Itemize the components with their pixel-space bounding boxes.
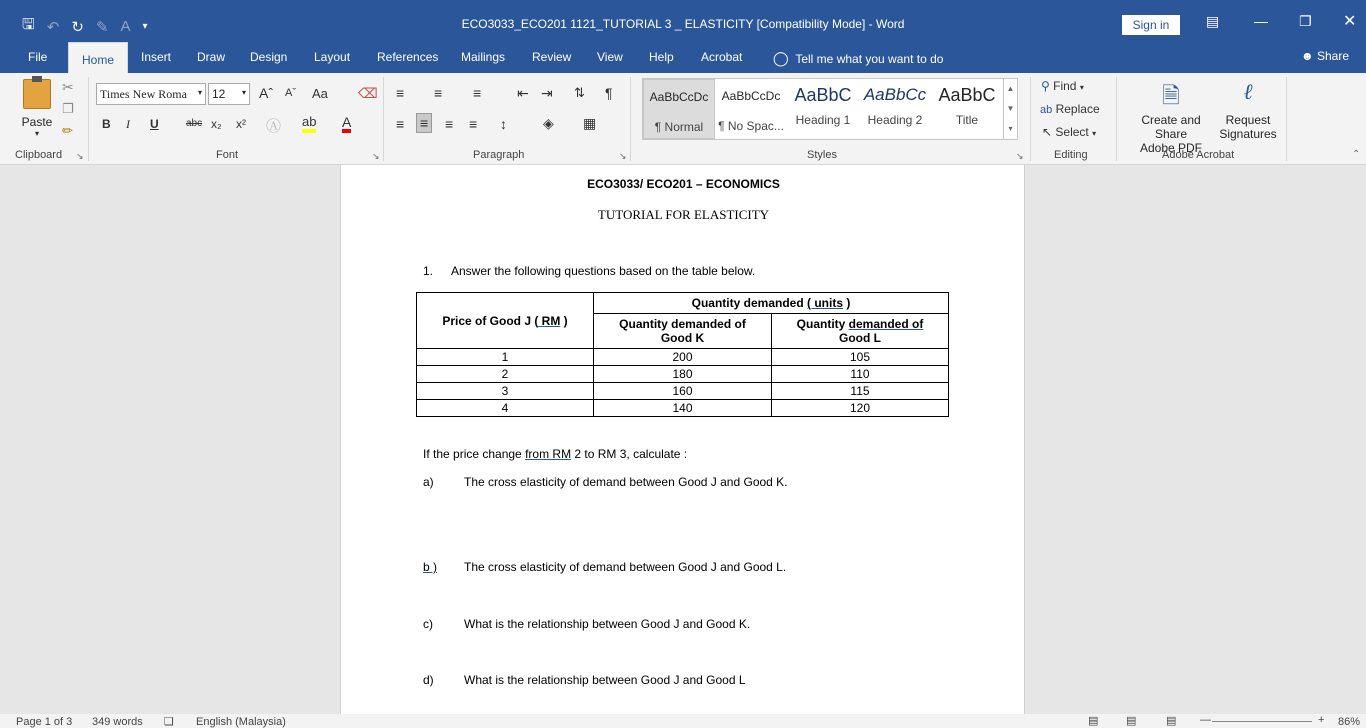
table-row: 4 140 120 — [417, 400, 949, 417]
group-divider — [1286, 77, 1287, 161]
customize-qat-icon[interactable]: ▾ — [142, 21, 148, 32]
item-label: d) — [423, 673, 434, 687]
font-launcher-icon[interactable]: ↘ — [372, 151, 380, 161]
demand-table — [416, 292, 949, 417]
style-preview: AaBbCcDc — [649, 90, 709, 104]
tab-design[interactable]: Design — [250, 50, 288, 64]
shrink-font-button[interactable]: Aˇ — [285, 87, 296, 99]
editing-group-label: Editing — [1054, 149, 1088, 161]
item-label: b ) — [423, 560, 438, 574]
style-name: Title — [955, 113, 979, 127]
bold-button[interactable]: B — [102, 117, 111, 131]
table-row: 2 180 110 — [417, 366, 949, 383]
text-effects-icon[interactable]: Ⓐ — [266, 118, 282, 135]
italic-button[interactable]: I — [126, 117, 130, 131]
chevron-down-icon: ▾ — [197, 88, 202, 97]
increase-indent-icon[interactable]: ⇥ — [541, 85, 553, 101]
styles-launcher-icon[interactable]: ↘ — [1016, 151, 1024, 161]
borders-icon[interactable]: ▦ — [583, 115, 597, 131]
word-count[interactable]: 349 words — [92, 716, 143, 728]
find-label: Find — [1053, 79, 1077, 93]
tab-review[interactable]: Review — [532, 50, 572, 64]
item-text: The cross elasticity of demand between Good J and Good L. — [464, 560, 787, 574]
copy-icon[interactable]: ❐ — [62, 101, 74, 116]
styles-group-label: Styles — [807, 149, 837, 161]
adobe-pdf-label: Adobe PDF — [1139, 141, 1203, 155]
paste-label: Paste — [21, 115, 53, 129]
zoom-slider[interactable] — [1212, 721, 1312, 722]
item-text: What is the relationship between Good J and Good K. — [464, 617, 751, 631]
create-share-pdf-button[interactable] — [1124, 79, 1218, 155]
person-icon: ☻ — [1301, 49, 1314, 63]
clipboard-launcher-icon[interactable]: ↘ — [76, 151, 84, 161]
item-label: c) — [423, 617, 433, 631]
quantity-group-header: Quantity demanded ( units ) — [594, 293, 949, 314]
undo-icon[interactable]: ↶ — [46, 18, 60, 36]
change-case-button[interactable]: Aa — [312, 86, 328, 101]
grow-font-button[interactable]: Aˆ — [259, 85, 273, 101]
cursor-icon: ↖ — [1042, 125, 1053, 139]
group-divider — [630, 77, 631, 161]
good-k-header: Quantity demanded of Good K — [594, 314, 772, 349]
share-button[interactable] — [1301, 49, 1349, 63]
group-divider — [1116, 77, 1117, 161]
paste-button[interactable] — [20, 79, 54, 138]
align-center-icon[interactable]: ≡ — [416, 113, 432, 133]
save-icon[interactable]: 🖫 — [22, 16, 35, 33]
cut-icon[interactable]: ✂ — [62, 79, 74, 95]
tab-file[interactable]: File — [28, 50, 48, 64]
request-signatures-button[interactable] — [1216, 79, 1280, 141]
chevron-down-icon: ▾ — [34, 129, 39, 138]
style-name: Heading 1 — [795, 113, 851, 127]
lightbulb-icon: ◯ — [773, 50, 789, 66]
subscript-button[interactable]: x₂ — [211, 117, 222, 131]
decrease-indent-icon[interactable]: ⇤ — [517, 85, 529, 101]
ribbon-home — [0, 73, 1366, 165]
font-group-label: Font — [216, 149, 239, 161]
style-name: ¶ Normal — [654, 120, 704, 134]
table-row: 1 200 105 — [417, 349, 949, 366]
style-preview: AaBbC — [794, 85, 852, 105]
proofing-icon[interactable]: ❏ — [164, 716, 174, 728]
style-name: ¶ No Spac... — [718, 119, 784, 133]
item-text: What is the relationship between Good J and Good L — [464, 673, 746, 687]
font-size-value: 12 — [212, 87, 226, 101]
style-heading-2[interactable] — [859, 79, 931, 139]
clipboard-group-label: Clipboard — [15, 149, 63, 161]
align-right-icon[interactable]: ≡ — [445, 116, 454, 132]
request-label: Request — [1225, 113, 1271, 127]
print-layout-icon[interactable]: ▤ — [1126, 715, 1137, 727]
tell-me-label: Tell me what you want to do — [795, 52, 944, 66]
sort-icon[interactable]: ⇅ — [574, 85, 585, 100]
select-button[interactable] — [1042, 125, 1096, 139]
numbering-icon[interactable]: ≡ — [434, 85, 443, 101]
group-divider — [88, 77, 89, 161]
document-page[interactable] — [340, 165, 1025, 728]
doc-subheading: TUTORIAL FOR ELASTICITY — [597, 207, 770, 222]
clear-formatting-icon[interactable]: ⌫ — [358, 85, 378, 101]
good-l-header: Quantity demanded of Good L — [772, 314, 949, 349]
replace-button[interactable] — [1040, 102, 1100, 116]
signature-icon: ℓ — [1243, 79, 1253, 104]
calculation-intro: If the price change from RM 2 to RM 3, calculate : — [423, 447, 688, 461]
question-number: 1. — [423, 264, 434, 278]
line-spacing-icon[interactable]: ↕ — [500, 116, 507, 132]
style-name: Heading 2 — [867, 113, 923, 127]
style-preview: AaBbCcDc — [721, 89, 781, 103]
minimize-icon[interactable]: — — [1254, 13, 1268, 29]
tab-references[interactable]: References — [377, 50, 439, 64]
font-color-qat-icon[interactable]: A — [120, 18, 131, 35]
multilevel-list-icon[interactable]: ≡ — [473, 85, 482, 101]
replace-label: Replace — [1055, 102, 1100, 116]
find-button[interactable] — [1041, 79, 1084, 93]
language[interactable]: English (Malaysia) — [196, 716, 286, 728]
ribbon-display-icon[interactable]: ▤ — [1206, 13, 1220, 29]
shading-icon[interactable]: ◈ — [543, 115, 554, 131]
ribbon-tabs — [0, 40, 1366, 73]
tab-draw[interactable]: Draw — [197, 50, 226, 64]
paragraph-group-label: Paragraph — [473, 149, 525, 161]
question-text: Answer the following questions based on the table below. — [451, 264, 756, 278]
format-painter-icon[interactable]: ✏ — [62, 123, 73, 138]
tab-view[interactable]: View — [597, 50, 623, 64]
close-icon[interactable]: ✕ — [1343, 13, 1357, 30]
table-row: 3 160 115 — [417, 383, 949, 400]
price-header: Price of Good J ( RM ) — [417, 293, 594, 349]
zoom-out-icon[interactable]: — — [1200, 714, 1211, 726]
font-name-value: Times New Roma — [100, 87, 187, 101]
page-count[interactable]: Page 1 of 3 — [16, 716, 73, 728]
underline-button[interactable]: U — [150, 117, 159, 131]
replace-icon: ab — [1040, 104, 1053, 116]
show-marks-icon[interactable]: ¶ — [605, 85, 613, 101]
style-title[interactable] — [931, 79, 1003, 139]
align-left-icon[interactable]: ≡ — [396, 116, 405, 132]
style-preview: AaBbC — [938, 85, 996, 105]
tell-me-search[interactable] — [773, 50, 943, 67]
highlight-icon[interactable]: ab — [302, 115, 316, 133]
styles-scroll[interactable]: ▲ ▼ ▾ — [1003, 79, 1017, 139]
select-label: Select — [1055, 125, 1089, 139]
zoom-in-icon[interactable]: + — [1318, 714, 1325, 726]
touch-mode-icon[interactable]: ✎ — [95, 18, 109, 36]
create-share-label: Create and Share — [1141, 113, 1201, 141]
superscript-button[interactable]: x² — [236, 117, 246, 131]
restore-icon[interactable]: ❐ — [1299, 13, 1312, 29]
styles-gallery — [642, 78, 1018, 140]
doc-heading: ECO3033/ ECO201 – ECONOMICS — [587, 177, 780, 191]
style-no-spacing[interactable] — [715, 79, 787, 139]
collapse-ribbon-icon[interactable]: ⌃ — [1352, 149, 1361, 160]
group-divider — [1030, 77, 1031, 161]
strikethrough-button[interactable]: abc — [186, 118, 203, 129]
clipboard-icon — [23, 79, 51, 109]
tab-insert[interactable]: Insert — [141, 50, 172, 64]
tab-home[interactable]: Home — [68, 42, 128, 73]
read-mode-icon[interactable]: ▤ — [1088, 715, 1099, 727]
window-title: ECO3033_ECO201 1121_TUTORIAL 3 _ ELASTICITY [Compatibility Mode] - Word — [461, 17, 905, 31]
chevron-down-icon: ▾ — [1079, 83, 1084, 92]
chevron-down-icon: ▾ — [241, 88, 246, 97]
web-layout-icon[interactable]: ▤ — [1166, 715, 1177, 727]
font-size-input[interactable] — [208, 83, 250, 105]
font-name-input[interactable] — [96, 83, 206, 105]
chevron-down-icon: ▾ — [1092, 129, 1097, 138]
justify-icon[interactable]: ≡ — [469, 116, 478, 132]
tab-mailings[interactable]: Mailings — [461, 50, 506, 64]
redo-icon[interactable]: ↻ — [71, 18, 84, 36]
style-preview: AaBbCc — [863, 85, 927, 104]
tab-help[interactable]: Help — [649, 50, 674, 64]
style-normal[interactable] — [643, 79, 715, 139]
bullets-icon[interactable]: ≡ — [396, 85, 405, 101]
tab-layout[interactable]: Layout — [314, 50, 351, 64]
item-text: The cross elasticity of demand between Good J and Good K. — [464, 475, 788, 489]
tab-acrobat[interactable]: Acrobat — [701, 50, 743, 64]
item-label: a) — [423, 475, 434, 489]
group-divider — [383, 77, 384, 161]
pdf-share-icon: 🗎 — [1162, 83, 1180, 108]
font-color-icon[interactable]: A — [342, 115, 351, 133]
zoom-level[interactable]: 86% — [1338, 716, 1361, 728]
share-label: Share — [1316, 49, 1350, 63]
sign-in-button[interactable]: Sign in — [1122, 15, 1180, 35]
style-heading-1[interactable] — [787, 79, 859, 139]
paragraph-launcher-icon[interactable]: ↘ — [619, 151, 627, 161]
magnifier-icon: ⚲ — [1041, 79, 1050, 93]
signatures-label: Signatures — [1219, 127, 1277, 141]
status-bar — [0, 714, 1366, 728]
acrobat-group-label: Adobe Acrobat — [1162, 149, 1235, 161]
